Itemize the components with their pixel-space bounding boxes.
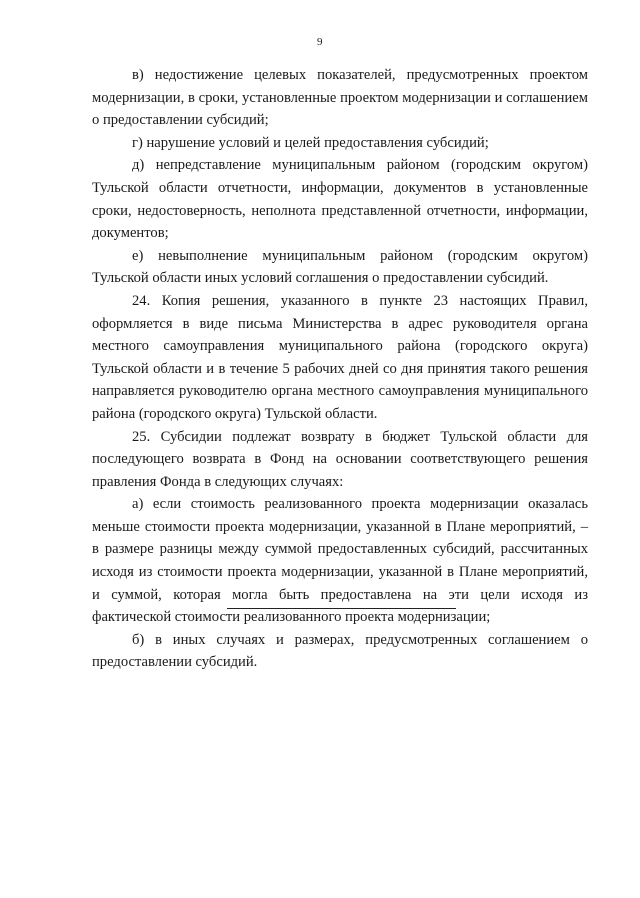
paragraph-item-a: а) если стоимость реализованного проекта модернизации оказалась меньше стоимости проекта модернизации, указанной в Плане мероприятий, – в размере разницы между суммой предоставленных субсидий, рассчитанных исходя из стоимости проекта модернизации, указанной в Плане мероприятий, и суммой, которая могла быть предоставлена на эти цели исходя из фактической стоимости реализованного проекта модернизации; bbox=[92, 496, 588, 626]
document-body bbox=[92, 64, 588, 674]
paragraph-item-b: б) в иных случаях и размерах, предусмотренных соглашением о предоставлении субсидий. bbox=[92, 631, 588, 671]
paragraph-item-g: г) нарушение условий и целей предоставления субсидий; bbox=[132, 134, 489, 151]
paragraph-clause-24: 24. Копия решения, указанного в пункте 23 настоящих Правил, оформляется в виде письма Министерства в адрес руководителя органа местного самоуправления муниципального района (городского округа) Тульской области и в течение 5 рабочих дней со дня принятия такого решения направляется руководителю органа местного самоуправления муниципального района (городского округа) Тульской области. bbox=[92, 292, 588, 422]
paragraph-item-v: в) недостижение целевых показателей, предусмотренных проектом модернизации, в сроки, установленные проектом модернизации и соглашением о предоставлении субсидий; bbox=[92, 67, 588, 129]
paragraph-clause-25: 25. Субсидии подлежат возврату в бюджет Тульской области для последующего возврата в Фонд на основании соответствующего решения правления Фонда в следующих случаях: bbox=[92, 428, 588, 490]
paragraph-item-e: е) невыполнение муниципальным районом (городским округом) Тульской области иных условий соглашения о предоставлении субсидий. bbox=[92, 247, 588, 287]
paragraph-item-d: д) непредставление муниципальным районом (городским округом) Тульской области отчетности, информации, документов в установленные сроки, недостоверность, неполнота представленной отчетности, информации, документов; bbox=[92, 157, 588, 242]
page-number: 9 bbox=[317, 36, 323, 48]
end-divider-line bbox=[227, 608, 456, 609]
